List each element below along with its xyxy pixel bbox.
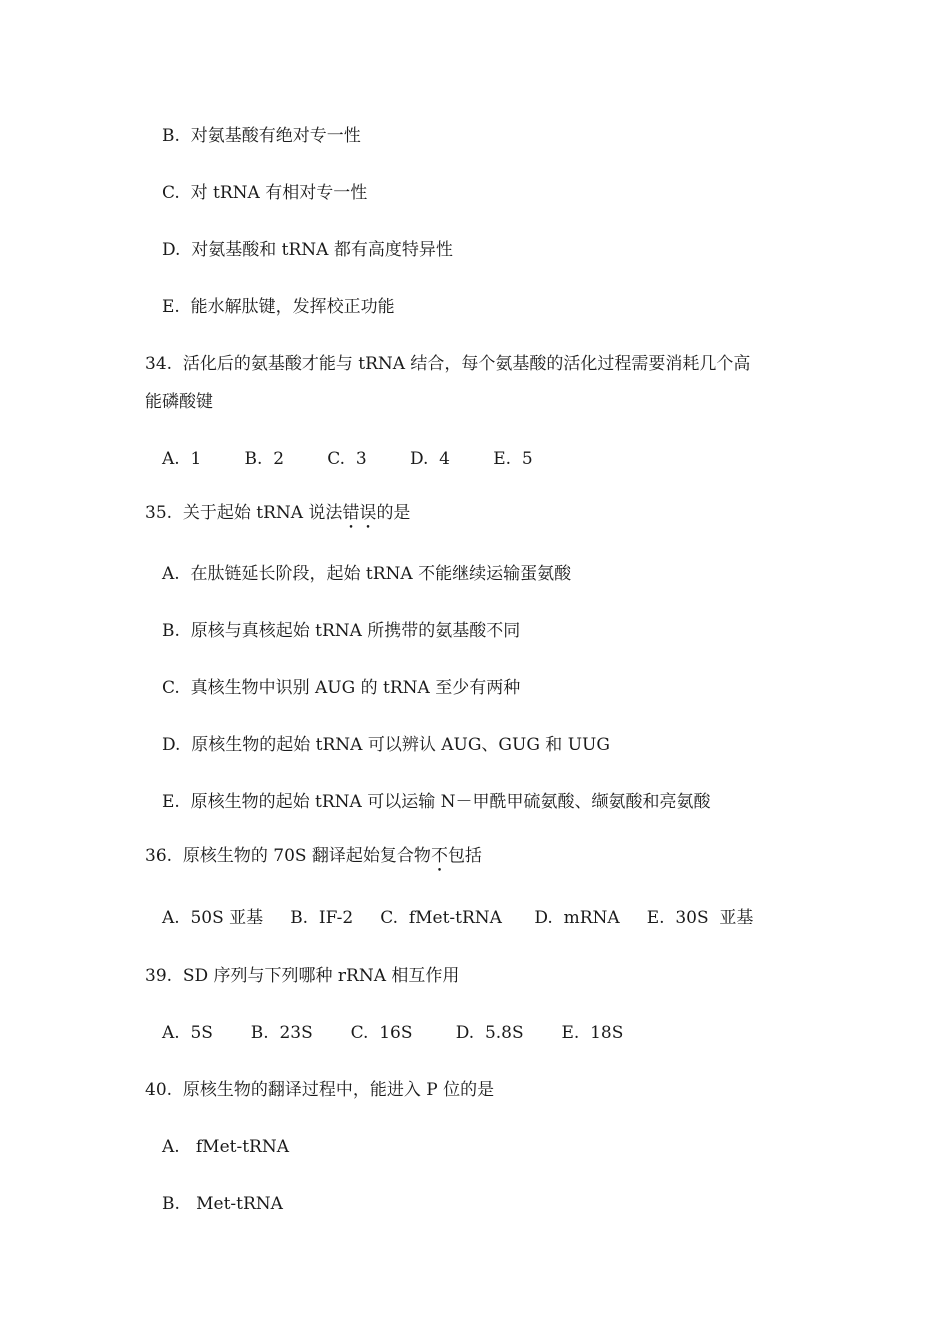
- q33-option-e: E. 能水解肽键，发挥校正功能: [162, 297, 395, 317]
- q35-option-c: C. 真核生物中识别 AUG 的 tRNA 至少有两种: [162, 678, 521, 698]
- q34-stem-line2: 能磷酸键: [145, 392, 213, 412]
- q36-stem-suffix: 包括: [447, 846, 482, 866]
- q33-option-c: C. 对 tRNA 有相对专一性: [162, 183, 368, 203]
- q40-stem: 40. 原核生物的翻译过程中，能进入 P 位的是: [145, 1080, 495, 1100]
- q36-options: A. 50S 亚基 B. IF-2 C. fMet-tRNA D. mRNA E. 30S 亚基: [162, 908, 754, 928]
- q34-stem-line1: 34. 活化后的氨基酸才能与 tRNA 结合，每个氨基酸的活化过程需要消耗几个高: [145, 354, 751, 374]
- q40-option-a: A. fMet-tRNA: [162, 1137, 290, 1157]
- q39-options: A. 5S B. 23S C. 16S D. 5.8S E. 18S: [162, 1023, 624, 1043]
- q35-option-a: A. 在肽链延长阶段，起始 tRNA 不能继续运输蛋氨酸: [162, 564, 572, 584]
- q35-stem-prefix: 35. 关于起始 tRNA 说法: [145, 503, 343, 523]
- q39-stem: 39. SD 序列与下列哪种 rRNA 相互作用: [145, 966, 460, 986]
- q35-option-b: B. 原核与真核起始 tRNA 所携带的氨基酸不同: [162, 621, 521, 641]
- q35-stem-emphasis: 错误: [342, 503, 377, 523]
- q33-option-b: B. 对氨基酸有绝对专一性: [162, 126, 361, 146]
- q35-option-d: D. 原核生物的起始 tRNA 可以辨认 AUG、GUG 和 UUG: [162, 735, 610, 755]
- q40-option-b: B. Met-tRNA: [162, 1194, 283, 1214]
- q34-options: A. 1 B. 2 C. 3 D. 4 E. 5: [162, 449, 533, 469]
- q36-stem-prefix: 36. 原核生物的 70S 翻译起始复合物: [145, 846, 431, 866]
- q35-option-e: E. 原核生物的起始 tRNA 可以运输 N－甲酰甲硫氨酸、缬氨酸和亮氨酸: [162, 792, 711, 812]
- q35-stem-suffix: 的是: [376, 503, 411, 523]
- q36-stem-emphasis: 不: [430, 846, 448, 866]
- q36-stem: [145, 844, 482, 876]
- q33-option-d: D. 对氨基酸和 tRNA 都有高度特异性: [162, 240, 453, 260]
- q35-stem: [145, 501, 410, 533]
